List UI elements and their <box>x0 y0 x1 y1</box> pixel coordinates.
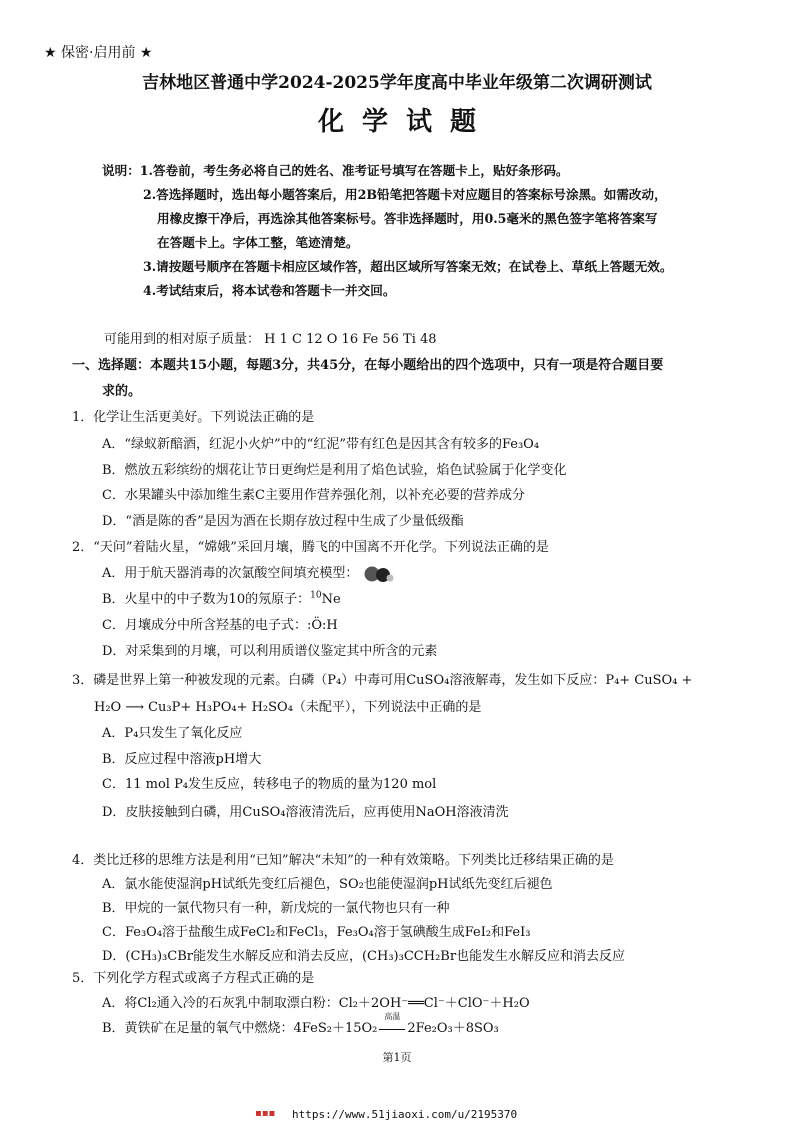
question-3-option-d: D．皮肤接触到白磷，用CuSO₄溶液清洗后，应再使用NaOH溶液清洗 <box>102 805 509 820</box>
note-line-2: 2.答选择题时，选出每小题答案后，用2B铅笔把答题卡对应题目的答案标号涂黑。如需改动， <box>143 187 667 202</box>
watermark-icon: ▪▪▪ <box>255 1108 276 1119</box>
question-1-stem: 1．化学让生活更美好。下列说法正确的是 <box>72 410 315 425</box>
note-line-6: 4.考试结束后，将本试卷和答题卡一并交回。 <box>143 283 396 298</box>
exam-title: 吉林地区普通中学2024-2025学年度高中毕业年级第二次调研测试 <box>142 73 652 93</box>
question-1-option-b: B．燃放五彩缤纷的烟花让节日更绚烂是利用了焰色试验，焰色试验属于化学变化 <box>102 463 567 478</box>
question-4-stem: 4．类比迁移的思维方法是利用“已知”解决“未知”的一种有效策略。下列类比迁移结果正确的是 <box>72 853 614 868</box>
hydroxyl-electron-formula: :Ö:H <box>306 618 338 633</box>
question-2-option-a-text: A．用于航天器消毒的次氯酸空间填充模型： <box>102 566 359 581</box>
note-line-3: 用橡皮擦干净后，再选涂其他答案标号。答非选择题时，用0.5毫米的黑色签字笔将答案写 <box>157 211 658 226</box>
note-line-1: 说明：1.答卷前，考生务必将自己的姓名、准考证号填写在答题卡上，贴好条形码。 <box>102 163 569 178</box>
section-heading-cont: 求的。 <box>102 384 142 399</box>
question-3-stem-line-2: H₂O ⟶ Cu₃P+ H₃PO₄+ H₂SO₄（未配平），下列说法中正确的是 <box>94 700 482 715</box>
question-1-option-c: C．水果罐头中添加维生素C主要用作营养强化剂，以补充必要的营养成分 <box>102 488 525 503</box>
question-4-option-d: D．(CH₃)₃CBr能发生水解反应和消去反应，(CH₃)₃CCH₂Br也能发生水解反应和消去反应 <box>102 949 626 964</box>
confidential-mark: ★ 保密·启用前 ★ <box>44 45 153 61</box>
mass-number: 10 <box>310 590 322 601</box>
question-1-option-a: A．“绿蚁新醅酒，红泥小火炉”中的“红泥”带有红色是因其含有较多的Fe₃O₄ <box>102 437 540 452</box>
question-3-stem-line-1: 3．磷是世界上第一种被发现的元素。白磷（P₄）中毒可用CuSO₄溶液解毒，发生如下反应：P₄+ CuSO₄ + <box>72 673 693 688</box>
question-1-option-d: D．“酒是陈的香”是因为酒在长期存放过程中生成了少量低级酯 <box>102 514 464 529</box>
note-line-5: 3.请按题号顺序在答题卡相应区域作答，超出区域所写答案无效；在试卷上、草纸上答题无效。 <box>143 259 673 274</box>
question-2-option-b <box>102 588 341 607</box>
question-2-option-c <box>102 614 338 633</box>
reaction-condition: 高温 <box>384 1012 401 1021</box>
question-3-option-b: B．反应过程中溶液pH增大 <box>102 752 262 767</box>
note-line-4: 在答题卡上。字体工整，笔迹清楚。 <box>157 235 359 250</box>
question-4-option-b: B．甲烷的一氯代物只有一种，新戊烷的一氯代物也只有一种 <box>102 901 450 916</box>
source-url[interactable]: https://www.51jiaoxi.com/u/2195370 <box>292 1108 518 1121</box>
question-5-option-a: A．将Cl₂通入冷的石灰乳中制取漂白粉：Cl₂＋2OH⁻══Cl⁻＋ClO⁻＋H₂O <box>102 996 530 1011</box>
subject-title: 化学试题 <box>317 107 494 137</box>
question-5-option-b-right: 2Fe₂O₃＋8SO₃ <box>407 1021 499 1036</box>
hclo-space-filling-model-icon <box>363 565 395 583</box>
question-2-option-a <box>102 562 395 583</box>
reaction-condition-arrow <box>377 1012 407 1036</box>
question-2-option-b-text: B．火星中的中子数为10的氖原子： <box>102 592 311 607</box>
question-5-option-b <box>102 1012 499 1036</box>
question-2-option-d: D．对采集到的月壤，可以利用质谱仪鉴定其中所含的元素 <box>102 644 438 659</box>
question-5-stem: 5．下列化学方程式或离子方程式正确的是 <box>72 971 315 986</box>
question-4-option-a: A．氯水能使湿润pH试纸先变红后褪色，SO₂也能使湿润pH试纸先变红后褪色 <box>102 877 553 892</box>
section-heading: 一、选择题：本题共15小题，每题3分，共45分，在每小题给出的四个选项中，只有一项是符合题目要 <box>72 358 664 373</box>
question-3-option-a: A．P₄只发生了氧化反应 <box>102 726 243 741</box>
atomic-masses: 可能用到的相对原子质量： H 1 C 12 O 16 Fe 56 Ti 48 <box>104 332 437 347</box>
question-2-stem: 2．“天问”着陆火星，“嫦娥”采回月壤，腾飞的中国离不开化学。下列说法正确的是 <box>72 540 549 555</box>
question-5-option-b-left: B．黄铁矿在足量的氧气中燃烧：4FeS₂＋15O₂ <box>102 1021 378 1036</box>
question-3-option-c: C．11 mol P₄发生反应，转移电子的物质的量为120 mol <box>102 777 437 792</box>
question-2-option-c-text: C．月壤成分中所含羟基的电子式： <box>102 618 307 633</box>
question-4-option-c: C．Fe₃O₄溶于盐酸生成FeCl₂和FeCl₃，Fe₃O₄溶于氢碘酸生成FeI₂和FeI₃ <box>102 925 531 940</box>
page-number: 第1页 <box>382 1051 412 1064</box>
element-symbol: Ne <box>321 592 341 607</box>
